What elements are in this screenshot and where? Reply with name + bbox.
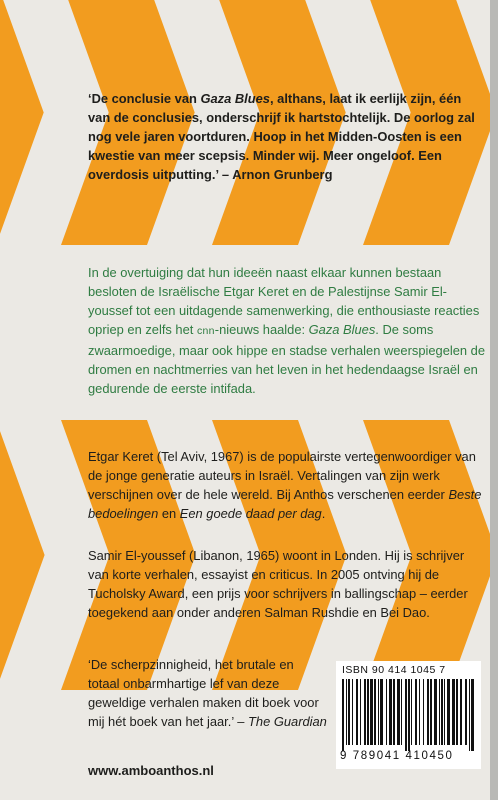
barcode-bar-23: [427, 679, 429, 745]
barcode-bar-12: [386, 679, 387, 745]
barcode-bar-17: [405, 679, 407, 751]
publisher-website[interactable]: www.amboanthos.nl: [88, 763, 214, 778]
barcode-bar-10: [378, 679, 379, 745]
blurb: [88, 263, 486, 398]
barcode-bar-24: [430, 679, 432, 745]
barcode-bar-31: [456, 679, 458, 745]
barcode-bar-14: [393, 679, 395, 745]
barcode-bar-22: [423, 679, 424, 745]
blurb-part3: . De soms zwaarmoedige, maar ook hippe en stadse verhalen weerspiegelen de dromen en nachtmerries van het leven in het hedendaagse Israël en gedurende de eerste intifada.: [88, 322, 485, 396]
barcode-bar-20: [415, 679, 417, 745]
barcode-bar-27: [441, 679, 443, 745]
barcode-bar-19: [411, 679, 412, 745]
barcode-bar-8: [370, 679, 373, 745]
barcode-bar-5: [360, 679, 361, 745]
author-bio-youssef: [88, 546, 486, 622]
quote-top-rest: , althans, laat ik eerlijk zijn, één van de conclusies, onderschrijf ik hartstochtelijk. De oorlog zal nog vele jaren voortduren. Hoop in het Midden-Oosten is een kwestie van meer scepsis. Minder wij. Meer ongeloof. Een overdosis uitputting.’ – Arnon Grunberg: [88, 91, 475, 182]
barcode-bar-3: [352, 679, 353, 745]
barcode-bar-16: [401, 679, 402, 745]
barcode-bar-6: [364, 679, 366, 745]
barcode-bar-33: [465, 679, 467, 745]
bottom-quote: [88, 655, 328, 731]
barcode-bar-13: [389, 679, 392, 745]
barcode-bars: [340, 679, 477, 751]
isbn-label: ISBN 90 414 1045 7: [342, 664, 446, 676]
blurb-part1: In de overtuiging dat hun ideeën naast elkaar kunnen bestaan besloten de Israëlische Etgar Keret en de Palestijnse Samir El-youssef tot een uitdagende samenwerking, die enthousiaste reacties opriep en zelfs het: [88, 265, 480, 337]
ean-digits: 9 789041 410450: [340, 750, 454, 762]
blurb-title: Gaza Blues: [308, 322, 376, 337]
cover-edge: [490, 0, 498, 800]
barcode-bar-15: [397, 679, 400, 745]
bio-keret-end: .: [321, 506, 326, 521]
barcode-block: [336, 661, 481, 769]
chevron-1-0: [0, 420, 45, 690]
barcode-bar-30: [452, 679, 455, 745]
barcode-bar-9: [374, 679, 376, 745]
barcode-bar-29: [447, 679, 450, 745]
barcode-bar-35: [471, 679, 474, 751]
bio-keret-text: Etgar Keret (Tel Aviv, 1967) is de populairste vertegenwoordiger van de jonge generatie auteurs in Israël. Vertalingen van zijn werk verschijnen over de hele wereld. Bij Anthos verschenen eerder: [88, 449, 476, 502]
chevron-0-0: [0, 0, 44, 245]
barcode-bar-34: [469, 679, 470, 751]
barcode-bar-11: [380, 679, 383, 745]
barcode-bar-21: [419, 679, 420, 745]
top-quote: [88, 89, 486, 184]
barcode-bar-26: [439, 679, 440, 745]
blurb-part2: -nieuws haalde:: [214, 322, 309, 337]
barcode-bar-4: [356, 679, 358, 745]
bio-youssef-text: Samir El-youssef (Libanon, 1965) woont in Londen. Hij is schrijver van korte verhalen, essayist en criticus. In 2005 ontving hij de Tucholsky Award, een prijs voor schrijvers in ballingschap – eerder toegekend aan onder anderen Salman Rushdie en Bei Dao.: [88, 548, 468, 620]
barcode-bar-25: [434, 679, 437, 745]
bio-keret-title1: Beste bedoelingen: [88, 487, 482, 521]
quote-top-title: Gaza Blues: [200, 91, 270, 106]
blurb-cnn: cnn: [196, 325, 215, 337]
barcode-bar-18: [408, 679, 410, 751]
bio-keret-and: en: [158, 506, 180, 521]
barcode-bar-7: [367, 679, 369, 745]
barcode-bar-32: [460, 679, 462, 745]
quote-bottom-source: The Guardian: [248, 714, 327, 729]
barcode-bar-1: [346, 679, 347, 745]
barcode-bar-2: [348, 679, 350, 745]
barcode-bar-28: [444, 679, 445, 745]
quote-bottom-text: ‘De scherpzinnigheid, het brutale en totaal onbarmhartige lef van deze geweldige verhalen maken dit boek voor mij hét boek van het jaar.’ –: [88, 657, 319, 729]
quote-top-open: ‘De conclusie van: [88, 91, 201, 106]
bio-keret-title2: Een goede daad per dag: [179, 506, 322, 521]
barcode-bar-0: [342, 679, 344, 751]
author-bio-keret: [88, 447, 486, 523]
